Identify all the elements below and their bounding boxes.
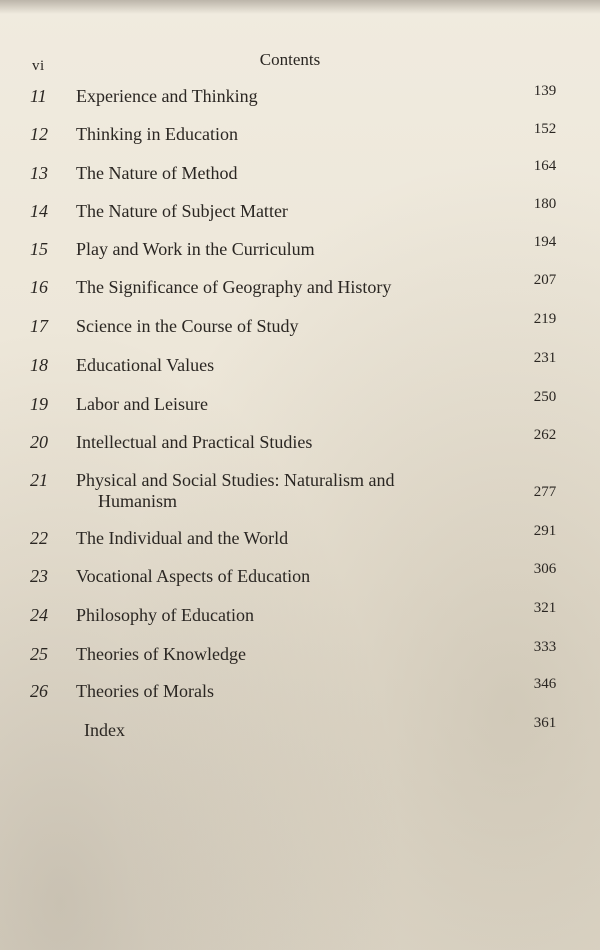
chapter-number: 26	[30, 681, 48, 701]
chapter-number: 24	[30, 605, 48, 625]
page-number: 231	[533, 350, 557, 366]
page-number: 333	[533, 639, 557, 655]
page-number: 180	[533, 196, 557, 212]
page-number: 194	[533, 234, 557, 250]
chapter-number: 19	[30, 394, 48, 414]
chapter-number: 15	[30, 239, 48, 259]
chapter-number: 17	[30, 316, 48, 336]
page-number: 361	[533, 715, 557, 731]
page-number: 250	[533, 389, 557, 405]
chapter-number: 25	[30, 644, 48, 664]
page-title: Contents	[259, 50, 321, 69]
chapter-title: The Nature of Subject Matter	[76, 201, 288, 221]
index-title: Index	[84, 720, 125, 740]
chapter-title: Theories of Morals	[76, 681, 214, 701]
chapter-title-line-2: Humanism	[98, 491, 177, 511]
chapter-number: 14	[30, 201, 48, 221]
chapter-title: Theories of Knowledge	[76, 644, 246, 664]
page-number: 219	[533, 311, 557, 327]
page-number: 306	[533, 561, 557, 577]
page-number: 207	[533, 272, 557, 288]
chapter-number: 11	[30, 86, 47, 106]
chapter-title: Experience and Thinking	[76, 86, 258, 106]
chapter-number: 18	[30, 355, 48, 375]
chapter-number: 12	[30, 124, 48, 144]
chapter-number: 23	[30, 566, 48, 586]
chapter-number: 13	[30, 163, 48, 183]
chapter-number: 20	[30, 432, 48, 452]
chapter-title: The Individual and the World	[76, 528, 289, 548]
chapter-title: Thinking in Education	[76, 124, 238, 144]
chapter-title-line-1: Physical and Social Studies: Naturalism and	[76, 470, 395, 490]
page-number: 262	[533, 427, 557, 443]
chapter-title: Educational Values	[76, 355, 215, 375]
page-number: 139	[533, 83, 557, 99]
chapter-title: The Nature of Method	[76, 163, 238, 183]
page-number: 291	[533, 523, 557, 539]
page-number: 164	[533, 158, 557, 174]
chapter-title: The Significance of Geography and History	[76, 277, 392, 297]
chapter-title: Vocational Aspects of Education	[76, 566, 311, 586]
page-number: 152	[533, 121, 557, 137]
chapter-title: Intellectual and Practical Studies	[76, 432, 313, 452]
chapter-title: Philosophy of Education	[76, 605, 254, 625]
chapter-title: Science in the Course of Study	[76, 316, 299, 336]
chapter-title: Labor and Leisure	[76, 394, 208, 414]
chapter-number: 21	[30, 470, 48, 490]
page-number: 346	[533, 676, 557, 692]
chapter-number: 16	[30, 277, 48, 297]
chapter-number: 22	[30, 528, 48, 548]
roman-page-number: vi	[32, 58, 45, 74]
page-number: 277	[533, 484, 557, 500]
page-number: 321	[533, 600, 557, 616]
page-edge-shadow	[0, 0, 600, 14]
chapter-title: Play and Work in the Curriculum	[76, 239, 315, 259]
chapter-title	[76, 470, 496, 512]
